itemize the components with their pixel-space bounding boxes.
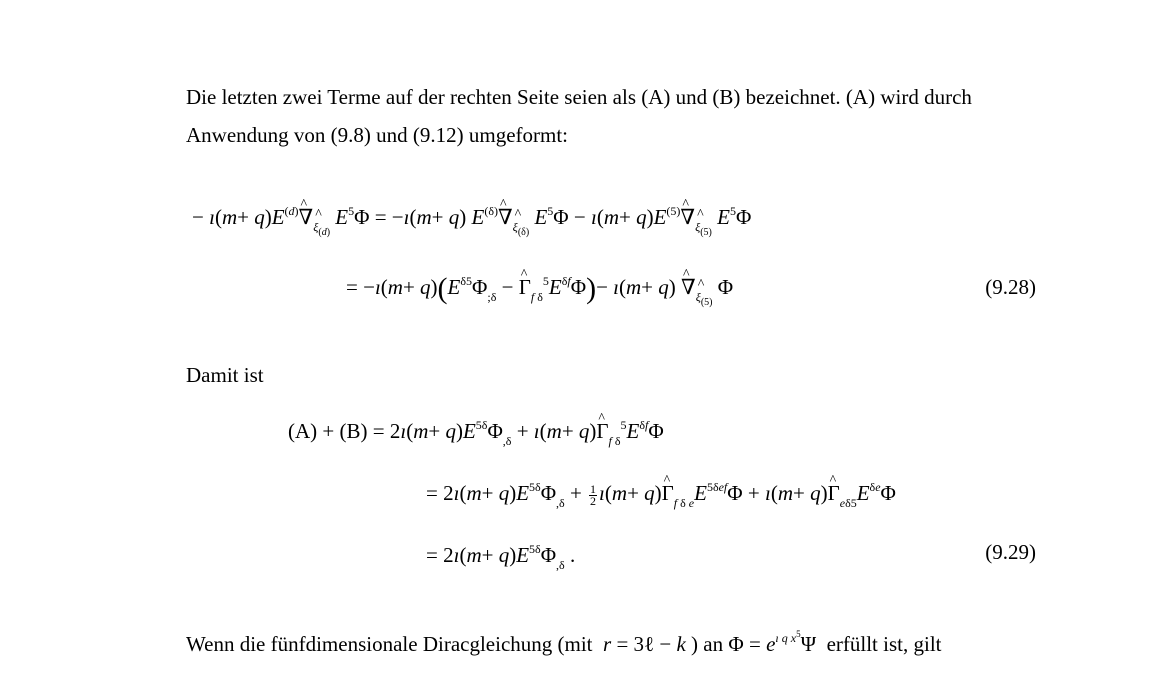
equation-928-line-2: = −ı(m+ $q)(E^{\delta 5}\Phi_{;\delta}$ − ^ $\Gamma_{f \delta}^5E^{\delta f}\Phi)-$ ı(m+ q) ^ $\nabla_{\xi_{(5)}}$ Φ	[346, 272, 733, 304]
intro-paragraph	[186, 78, 1046, 154]
ab-label: (A) + (B)	[288, 419, 368, 443]
wenn-prefix: Wenn die fünfdimensionale Diracgleichung (mit	[186, 632, 593, 656]
equation-929-line-2: = 2ı(m+ $q)E^{5\delta}\Phi_{,\delta}$ + $\frac{1}{2}$ ı(m+ q)^ $\Gamma_{f \delta e}E^{5\delta ef}\Phi$ + ı(m+ q)^ $\Gamma_{e\delta 5}E^{\delta e}\Phi$	[426, 478, 896, 508]
equation-929-line-1: (A) + (B) = 2ı(m+ $q)E^{5\delta}\Phi_{,\delta}$ + ı(m+ q)^ $\Gamma_{f \delta}^5E^{\delta f}\Phi$	[288, 416, 664, 446]
wenn-mid: an	[703, 632, 724, 656]
equation-928-line-1: − ı(m+ $q)E^{(d)}\^{}$ $\nabla_{\xi_{(d)}}$ $E^5\Phi$ = −ı(m+ q) $E^{(\delta)}\^{}$ $\nabla_{\xi_{(\delta)}}$ $E^5\Phi$ − ı(m+ $q)E^{(5)}\^{}$ $\nabla_{\xi_{(5)}}$ $E^5\Phi$	[192, 202, 751, 233]
wenn-sentence: Wenn die fünfdimensionale Diracgleichung (mit r = 3ℓ − k ) an $\Phi = e^{ı q x^5}\Psi$ erfüllt ist, gilt	[186, 629, 942, 656]
damit-text: Damit ist	[186, 363, 264, 387]
intro-line-2: Anwendung von (9.8) und (9.12) umgeformt:	[186, 123, 569, 147]
intro-line-1: Die letzten zwei Terme auf der rechten Seite seien als (A) und (B) bezeichnet. (A) wird durch	[186, 85, 972, 109]
equation-929-line-3: = 2ı(m+ $q)E^{5\delta}\Phi_{,\delta}$ .	[426, 542, 576, 572]
equation-number-928: (9.28)	[985, 275, 1036, 299]
equation-number-929: (9.29)	[985, 540, 1036, 564]
wenn-suffix: erfüllt ist, gilt	[826, 632, 942, 656]
